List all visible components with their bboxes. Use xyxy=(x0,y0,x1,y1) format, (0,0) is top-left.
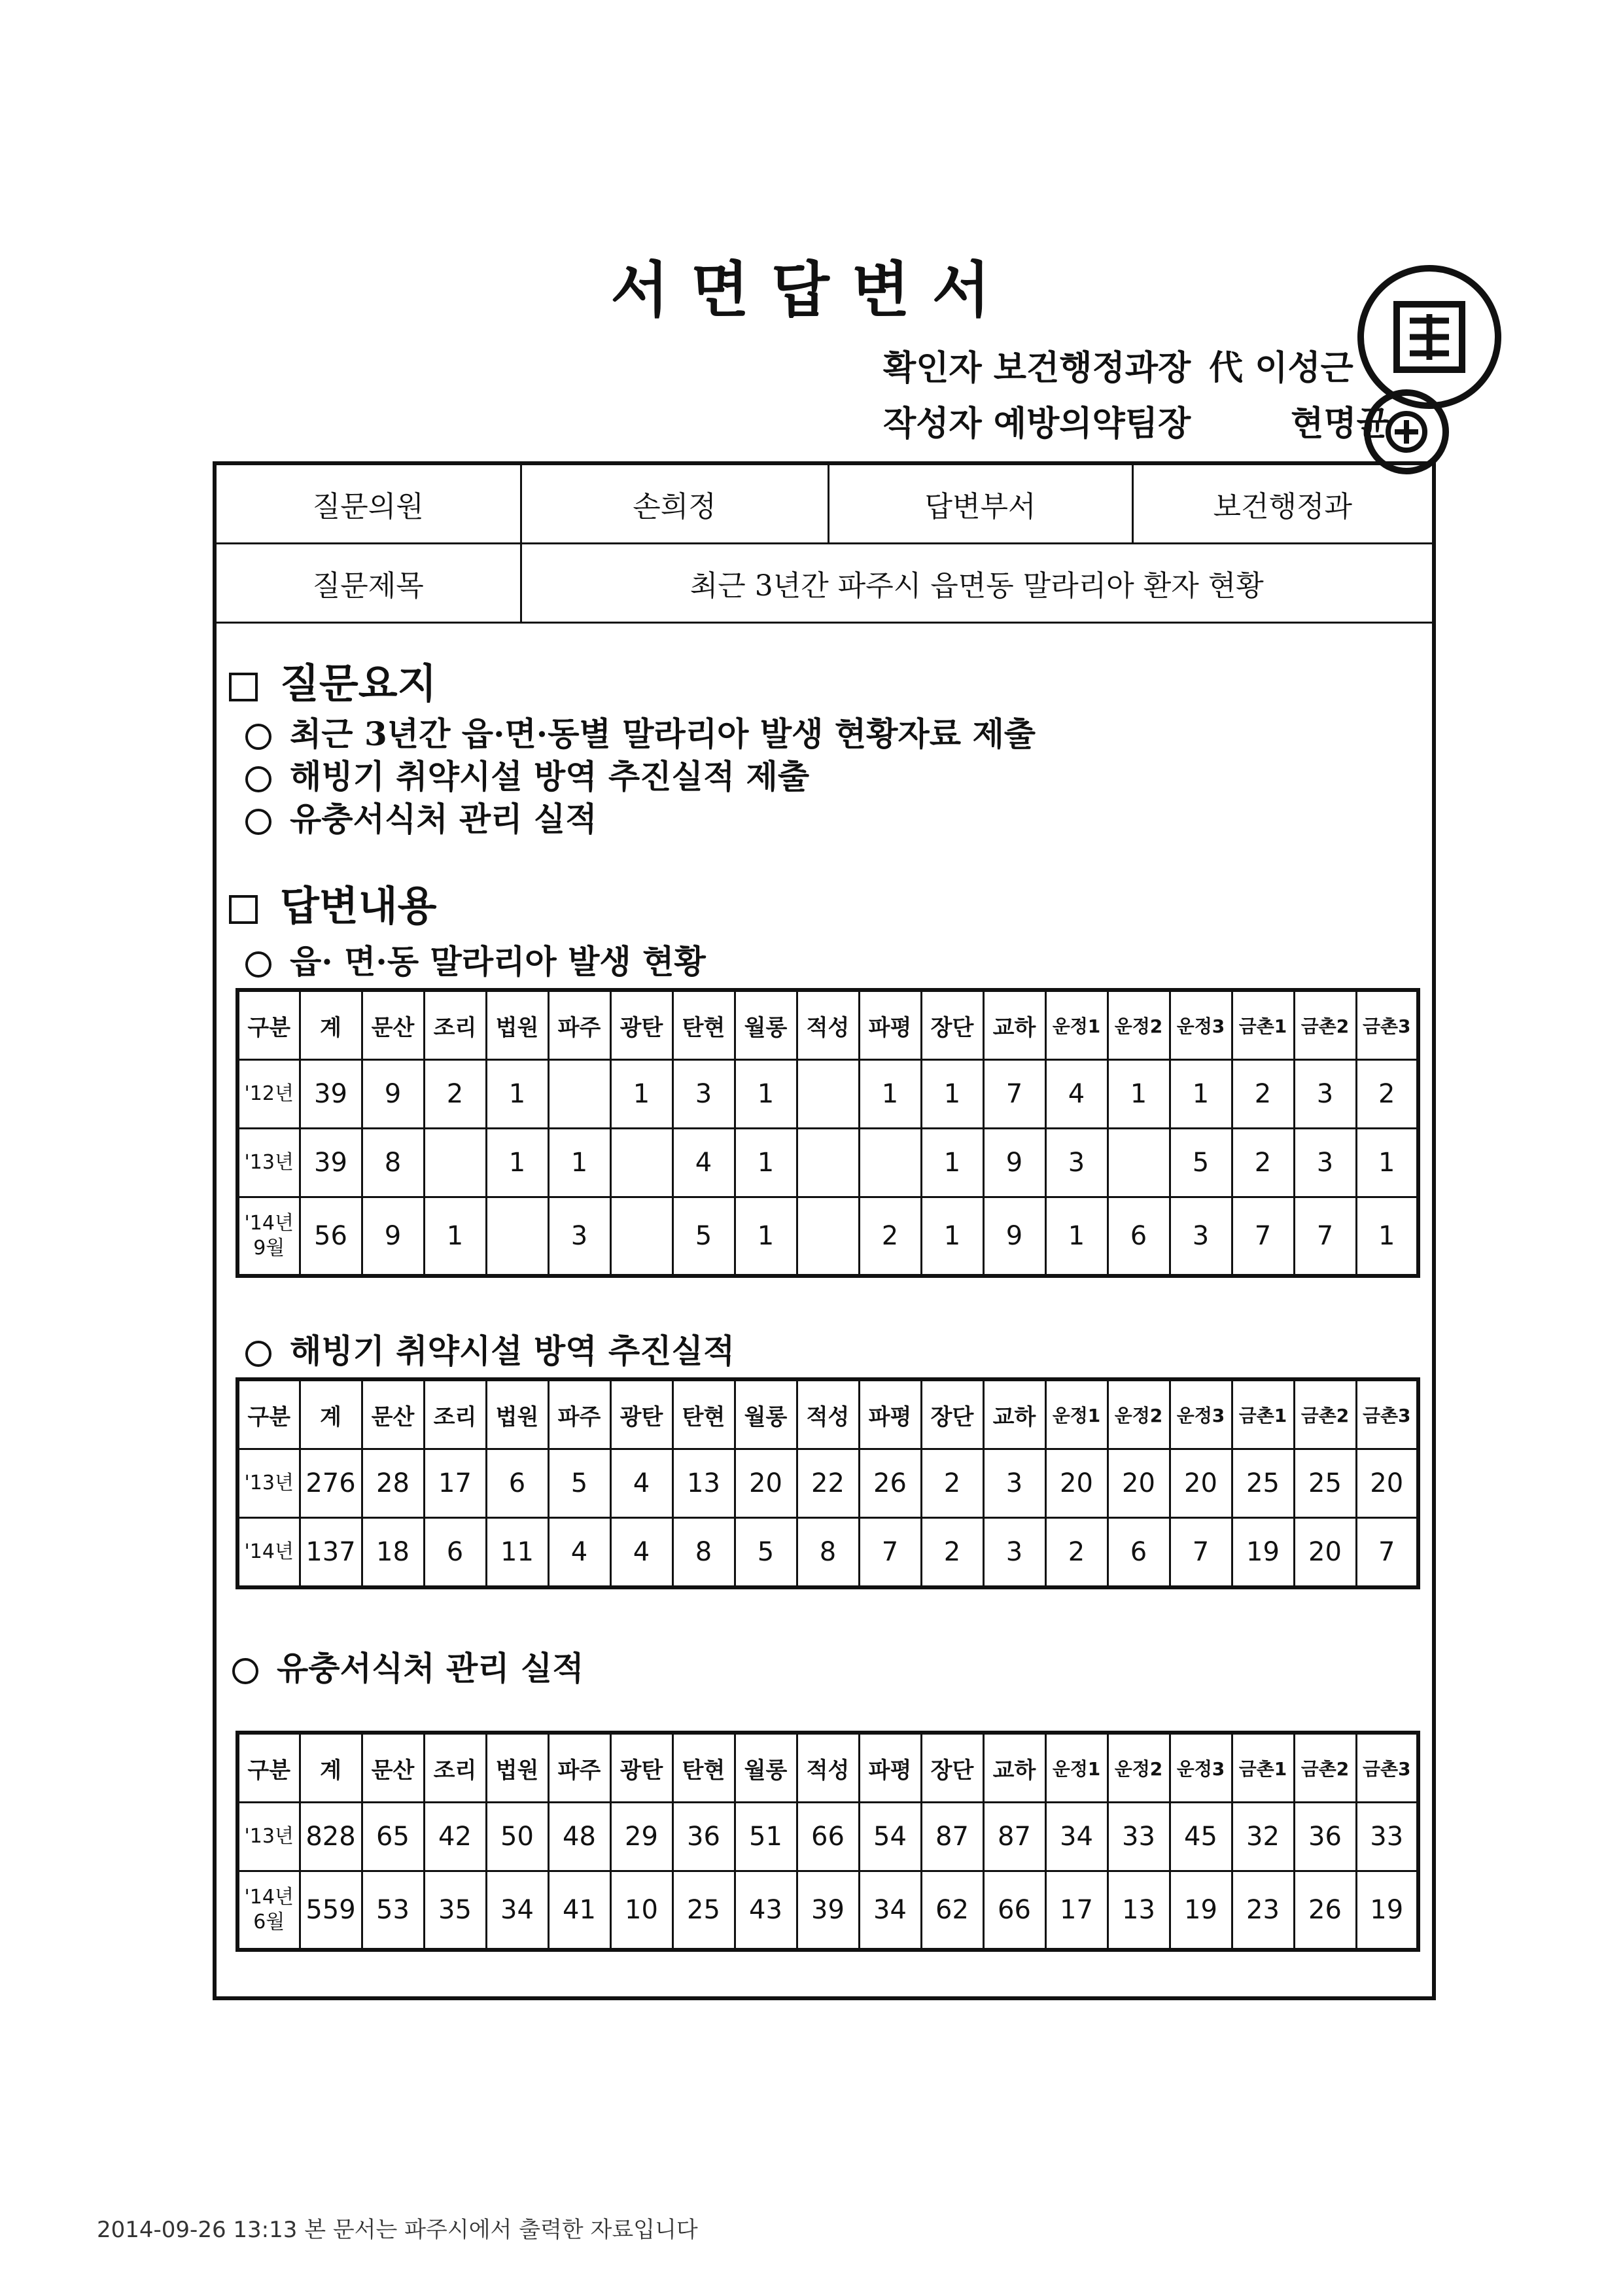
table-cell: 3 xyxy=(672,1060,735,1129)
table-cell: 7 xyxy=(1232,1197,1294,1277)
table-row xyxy=(237,1871,1418,1951)
column-header: 적성 xyxy=(797,1733,859,1803)
table-cell: 36 xyxy=(672,1803,735,1871)
column-header: 금촌1 xyxy=(1232,990,1294,1060)
table-row xyxy=(237,1197,1418,1277)
column-header: 문산 xyxy=(362,990,424,1060)
confirmer-name: 代 이성근 xyxy=(1209,348,1353,388)
table-cell: 3 xyxy=(1294,1129,1356,1197)
table-cell xyxy=(797,1129,859,1197)
table-cell: 1 xyxy=(424,1197,486,1277)
table-cell: 87 xyxy=(921,1803,983,1871)
table-cell: 28 xyxy=(362,1449,424,1518)
table-cell: 36 xyxy=(1294,1803,1356,1871)
column-header: 적성 xyxy=(797,1379,859,1449)
table-cell: 2 xyxy=(1045,1518,1108,1588)
column-header: 운정2 xyxy=(1108,990,1170,1060)
table-cell: 1 xyxy=(735,1129,797,1197)
meta-table xyxy=(217,465,1432,624)
summary-heading xyxy=(229,651,437,709)
table-cell: 20 xyxy=(735,1449,797,1518)
table-row xyxy=(237,1129,1418,1197)
table-cell: 34 xyxy=(859,1871,921,1951)
circle-bullet-icon xyxy=(245,724,271,750)
column-header: 파주 xyxy=(548,990,610,1060)
table-cell: 7 xyxy=(859,1518,921,1588)
table-cell: 1 xyxy=(859,1060,921,1129)
table-cell: 19 xyxy=(1170,1871,1232,1951)
table-cell xyxy=(859,1129,921,1197)
circle-bullet-icon xyxy=(245,809,271,835)
column-header: 파주 xyxy=(548,1379,610,1449)
table-cell: 1 xyxy=(1170,1060,1232,1129)
table-cell: 137 xyxy=(300,1518,362,1588)
table-cell: 4 xyxy=(610,1449,672,1518)
table-cell: 22 xyxy=(797,1449,859,1518)
table-cell: 13 xyxy=(672,1449,735,1518)
table-row xyxy=(237,1449,1418,1518)
column-header: 운정3 xyxy=(1170,990,1232,1060)
table-cell: 1 xyxy=(735,1060,797,1129)
summary-item-text: 해빙기 취약시설 방역 추진실적 제출 xyxy=(290,757,810,796)
column-header: 계 xyxy=(300,1379,362,1449)
thaw-table xyxy=(236,1377,1420,1589)
confirmer-line xyxy=(883,340,1353,389)
table-cell: 3 xyxy=(1294,1060,1356,1129)
column-header: 월롱 xyxy=(735,1733,797,1803)
table-row xyxy=(237,1060,1418,1129)
column-header: 계 xyxy=(300,1733,362,1803)
table-cell: 39 xyxy=(300,1060,362,1129)
column-header: 광탄 xyxy=(610,990,672,1060)
table-cell: 9 xyxy=(362,1060,424,1129)
table-cell: 4 xyxy=(548,1518,610,1588)
table-cell: 1 xyxy=(1356,1129,1418,1197)
table-cell: 19 xyxy=(1356,1871,1418,1951)
row-label: '14년 6월 xyxy=(237,1871,300,1951)
column-header: 월롱 xyxy=(735,990,797,1060)
column-header: 금촌3 xyxy=(1356,990,1418,1060)
column-header: 금촌1 xyxy=(1232,1733,1294,1803)
table-cell: 2 xyxy=(1232,1060,1294,1129)
table-cell xyxy=(797,1197,859,1277)
circle-bullet-icon xyxy=(245,951,271,978)
summary-heading-text: 질문요지 xyxy=(280,660,437,707)
table-cell: 5 xyxy=(672,1197,735,1277)
checkbox-square-icon xyxy=(229,895,258,924)
table-cell: 39 xyxy=(300,1129,362,1197)
malaria-table-title xyxy=(245,936,706,983)
column-header: 교하 xyxy=(983,1733,1045,1803)
table-cell xyxy=(610,1197,672,1277)
table-cell: 7 xyxy=(1294,1197,1356,1277)
table-cell: 42 xyxy=(424,1803,486,1871)
table-cell: 2 xyxy=(424,1060,486,1129)
table-cell: 34 xyxy=(1045,1803,1108,1871)
table-cell: 5 xyxy=(1170,1129,1232,1197)
table-cell: 66 xyxy=(797,1803,859,1871)
table-cell: 50 xyxy=(486,1803,548,1871)
table-cell: 10 xyxy=(610,1871,672,1951)
table-cell: 559 xyxy=(300,1871,362,1951)
table-cell: 1 xyxy=(486,1129,548,1197)
dept-label: 답변부서 xyxy=(828,465,1132,544)
table-header-row xyxy=(237,990,1418,1060)
dept-value: 보건행정과 xyxy=(1132,465,1432,544)
column-header: 파주 xyxy=(548,1733,610,1803)
malaria-title-text: 읍· 면·동 말라리아 발생 현황 xyxy=(290,942,706,981)
column-header: 운정1 xyxy=(1045,990,1108,1060)
thaw-title-text: 해빙기 취약시설 방역 추진실적 xyxy=(290,1332,735,1370)
table-cell: 1 xyxy=(486,1060,548,1129)
larvae-title-text: 유충서식처 관리 실적 xyxy=(277,1649,584,1687)
thaw-table-title xyxy=(245,1325,735,1372)
column-header: 법원 xyxy=(486,1379,548,1449)
subject-value: 최근 3년간 파주시 읍면동 말라리아 환자 현황 xyxy=(521,544,1432,623)
document-title: 서면답변서 xyxy=(610,255,1013,325)
column-header: 계 xyxy=(300,990,362,1060)
table-cell: 25 xyxy=(672,1871,735,1951)
table-cell: 25 xyxy=(1294,1449,1356,1518)
circle-bullet-icon xyxy=(245,1341,271,1367)
row-label: '14년 9월 xyxy=(237,1197,300,1277)
circle-bullet-icon xyxy=(232,1658,258,1684)
table-cell: 34 xyxy=(486,1871,548,1951)
table-cell: 19 xyxy=(1232,1518,1294,1588)
meta-row-subject xyxy=(217,544,1432,623)
table-cell: 20 xyxy=(1356,1449,1418,1518)
column-header: 운정3 xyxy=(1170,1733,1232,1803)
column-header: 장단 xyxy=(921,990,983,1060)
questioner-value: 손희정 xyxy=(521,465,828,544)
table-cell: 6 xyxy=(1108,1518,1170,1588)
table-cell: 48 xyxy=(548,1803,610,1871)
column-header: 적성 xyxy=(797,990,859,1060)
column-header: 운정2 xyxy=(1108,1733,1170,1803)
table-cell: 20 xyxy=(1045,1449,1108,1518)
table-cell: 29 xyxy=(610,1803,672,1871)
column-header: 탄현 xyxy=(672,990,735,1060)
table-cell: 1 xyxy=(610,1060,672,1129)
malaria-table xyxy=(236,988,1420,1278)
column-header: 광탄 xyxy=(610,1733,672,1803)
table-cell: 65 xyxy=(362,1803,424,1871)
column-header: 금촌2 xyxy=(1294,1379,1356,1449)
table-cell: 17 xyxy=(1045,1871,1108,1951)
seal-mark-icon xyxy=(1380,406,1433,458)
summary-item xyxy=(245,708,1036,755)
column-header: 파평 xyxy=(859,1733,921,1803)
table-cell: 6 xyxy=(486,1449,548,1518)
table-cell: 2 xyxy=(921,1518,983,1588)
table-cell: 39 xyxy=(797,1871,859,1951)
table-cell: 6 xyxy=(1108,1197,1170,1277)
table-cell xyxy=(610,1129,672,1197)
table-cell: 4 xyxy=(672,1129,735,1197)
column-header: 운정2 xyxy=(1108,1379,1170,1449)
table-cell: 3 xyxy=(983,1449,1045,1518)
table-cell: 54 xyxy=(859,1803,921,1871)
table-cell: 3 xyxy=(1170,1197,1232,1277)
table-cell: 11 xyxy=(486,1518,548,1588)
column-header: 운정1 xyxy=(1045,1379,1108,1449)
questioner-label: 질문의원 xyxy=(217,465,521,544)
summary-item-text: 유충서식처 관리 실적 xyxy=(290,800,597,838)
column-header: 금촌1 xyxy=(1232,1379,1294,1449)
circle-bullet-icon xyxy=(245,766,271,792)
column-header: 금촌2 xyxy=(1294,1733,1356,1803)
writer-role: 작성자 예방의약팀장 xyxy=(883,404,1191,444)
column-header: 구분 xyxy=(237,1733,300,1803)
table-cell: 7 xyxy=(1356,1518,1418,1588)
column-header: 교하 xyxy=(983,1379,1045,1449)
column-header: 조리 xyxy=(424,1379,486,1449)
summary-item xyxy=(245,751,809,798)
writer-name: 현명균 xyxy=(1291,404,1389,444)
table-cell: 32 xyxy=(1232,1803,1294,1871)
answer-heading-text: 답변내용 xyxy=(280,882,437,930)
larvae-table xyxy=(236,1731,1420,1952)
table-cell: 7 xyxy=(983,1060,1045,1129)
row-label: '13년 xyxy=(237,1803,300,1871)
column-header: 탄현 xyxy=(672,1733,735,1803)
column-header: 법원 xyxy=(486,990,548,1060)
answer-heading xyxy=(229,874,437,932)
table-cell xyxy=(548,1060,610,1129)
table-cell xyxy=(424,1129,486,1197)
column-header: 금촌2 xyxy=(1294,990,1356,1060)
table-cell: 4 xyxy=(1045,1060,1108,1129)
table-cell: 2 xyxy=(1232,1129,1294,1197)
table-cell: 53 xyxy=(362,1871,424,1951)
table-cell: 6 xyxy=(424,1518,486,1588)
table-header-row xyxy=(237,1733,1418,1803)
column-header: 탄현 xyxy=(672,1379,735,1449)
table-cell: 1 xyxy=(921,1060,983,1129)
column-header: 장단 xyxy=(921,1733,983,1803)
table-cell: 1 xyxy=(1045,1197,1108,1277)
meta-row-questioner xyxy=(217,465,1432,544)
official-seal-stamp xyxy=(1357,265,1501,409)
table-row xyxy=(237,1518,1418,1588)
table-cell: 1 xyxy=(735,1197,797,1277)
table-cell: 87 xyxy=(983,1803,1045,1871)
table-cell: 8 xyxy=(672,1518,735,1588)
summary-item-text: 최근 3년간 읍·면·동별 말라리아 발생 현황자료 제출 xyxy=(290,715,1036,753)
column-header: 문산 xyxy=(362,1379,424,1449)
table-cell: 33 xyxy=(1108,1803,1170,1871)
column-header: 조리 xyxy=(424,990,486,1060)
table-cell: 2 xyxy=(1356,1060,1418,1129)
table-cell: 1 xyxy=(921,1129,983,1197)
table-cell: 56 xyxy=(300,1197,362,1277)
column-header: 파평 xyxy=(859,1379,921,1449)
row-label: '13년 xyxy=(237,1449,300,1518)
column-header: 구분 xyxy=(237,990,300,1060)
table-cell: 828 xyxy=(300,1803,362,1871)
table-cell: 26 xyxy=(859,1449,921,1518)
table-cell: 2 xyxy=(859,1197,921,1277)
table-cell: 17 xyxy=(424,1449,486,1518)
table-cell: 8 xyxy=(362,1129,424,1197)
table-cell: 45 xyxy=(1170,1803,1232,1871)
table-cell: 26 xyxy=(1294,1871,1356,1951)
table-cell: 3 xyxy=(548,1197,610,1277)
table-cell: 9 xyxy=(983,1129,1045,1197)
summary-item xyxy=(245,793,597,840)
column-header: 법원 xyxy=(486,1733,548,1803)
table-cell: 20 xyxy=(1170,1449,1232,1518)
table-cell: 33 xyxy=(1356,1803,1418,1871)
table-cell: 35 xyxy=(424,1871,486,1951)
table-cell: 1 xyxy=(1356,1197,1418,1277)
table-cell: 276 xyxy=(300,1449,362,1518)
table-cell: 25 xyxy=(1232,1449,1294,1518)
table-cell: 13 xyxy=(1108,1871,1170,1951)
column-header: 장단 xyxy=(921,1379,983,1449)
table-cell: 1 xyxy=(548,1129,610,1197)
table-cell: 3 xyxy=(1045,1129,1108,1197)
table-cell: 7 xyxy=(1170,1518,1232,1588)
table-cell: 18 xyxy=(362,1518,424,1588)
table-cell: 3 xyxy=(983,1518,1045,1588)
table-cell: 9 xyxy=(362,1197,424,1277)
table-cell: 23 xyxy=(1232,1871,1294,1951)
table-cell: 4 xyxy=(610,1518,672,1588)
column-header: 금촌3 xyxy=(1356,1733,1418,1803)
table-row xyxy=(237,1803,1418,1871)
row-label: '13년 xyxy=(237,1129,300,1197)
table-cell: 5 xyxy=(548,1449,610,1518)
table-header-row xyxy=(237,1379,1418,1449)
writer-line xyxy=(883,396,1389,445)
table-cell: 51 xyxy=(735,1803,797,1871)
table-cell: 62 xyxy=(921,1871,983,1951)
table-cell: 9 xyxy=(983,1197,1045,1277)
subject-label: 질문제목 xyxy=(217,544,521,623)
column-header: 구분 xyxy=(237,1379,300,1449)
column-header: 파평 xyxy=(859,990,921,1060)
table-cell xyxy=(797,1060,859,1129)
table-cell: 43 xyxy=(735,1871,797,1951)
table-cell: 20 xyxy=(1108,1449,1170,1518)
table-cell xyxy=(486,1197,548,1277)
column-header: 문산 xyxy=(362,1733,424,1803)
column-header: 월롱 xyxy=(735,1379,797,1449)
column-header: 조리 xyxy=(424,1733,486,1803)
column-header: 광탄 xyxy=(610,1379,672,1449)
confirmer-role: 확인자 보건행정과장 xyxy=(883,348,1191,388)
column-header: 교하 xyxy=(983,990,1045,1060)
table-cell: 20 xyxy=(1294,1518,1356,1588)
table-cell: 8 xyxy=(797,1518,859,1588)
table-cell: 41 xyxy=(548,1871,610,1951)
table-cell: 66 xyxy=(983,1871,1045,1951)
column-header: 운정3 xyxy=(1170,1379,1232,1449)
checkbox-square-icon xyxy=(229,673,258,701)
seal-pattern-icon xyxy=(1380,288,1478,386)
table-cell: 1 xyxy=(1108,1060,1170,1129)
row-label: '12년 xyxy=(237,1060,300,1129)
table-cell: 1 xyxy=(921,1197,983,1277)
table-cell: 2 xyxy=(921,1449,983,1518)
table-cell: 5 xyxy=(735,1518,797,1588)
column-header: 운정1 xyxy=(1045,1733,1108,1803)
column-header: 금촌3 xyxy=(1356,1379,1418,1449)
table-cell xyxy=(1108,1129,1170,1197)
larvae-table-title xyxy=(232,1642,584,1689)
print-footer: 2014-09-26 13:13 본 문서는 파주시에서 출력한 자료입니다 xyxy=(97,2217,698,2243)
row-label: '14년 xyxy=(237,1518,300,1588)
